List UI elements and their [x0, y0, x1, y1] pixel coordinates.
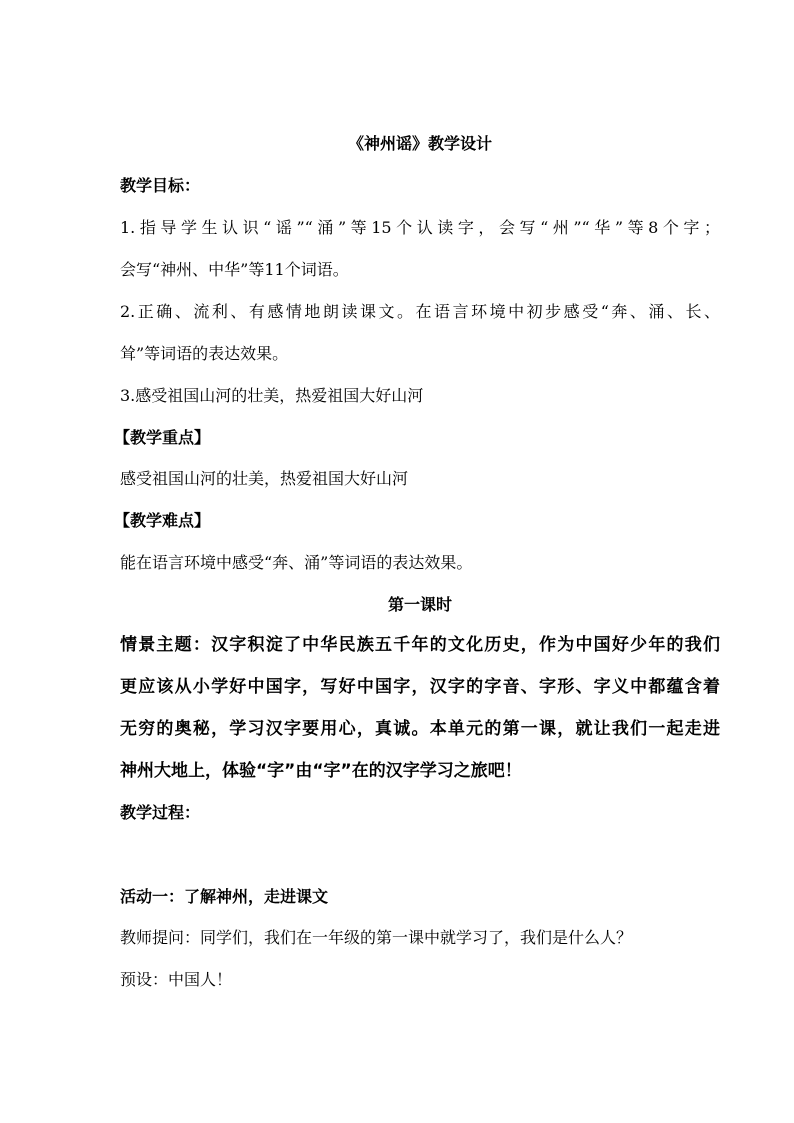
goal-1-line-1: 1.指导学生认识“谣”“涌”等15个认读字，会写“州”“华”等8个字；: [120, 218, 720, 237]
goal-1-line-2: 会写“神州、中华”等11个词语。: [120, 260, 349, 279]
goal-2-line-2: 耸”等词语的表达效果。: [120, 344, 289, 363]
document-title: 《神州谣》教学设计: [347, 134, 492, 153]
key-points-heading: 【教学重点】: [114, 428, 211, 447]
goal-2-line-1: 2.正确、流利、有感情地朗读课文。在语言环境中初步感受“奔、涌、长、: [120, 302, 720, 321]
process-heading: 教学过程：: [120, 803, 201, 822]
preset-answer: 预设：中国人！: [120, 970, 233, 989]
lesson-heading: 第一课时: [387, 595, 452, 614]
goals-heading: 教学目标：: [120, 176, 201, 195]
theme-line-3: 无穷的奥秘，学习汉字要用心，真诚。本单元的第一课，就让我们一起走进: [120, 719, 720, 739]
key-points-text: 感受祖国山河的壮美，热爱祖国大好山河: [120, 469, 409, 488]
theme-line-1: 情景主题：汉字积淀了中华民族五千年的文化历史，作为中国好少年的我们: [120, 635, 720, 655]
difficulty-text: 能在语言环境中感受“奔、涌”等词语的表达效果。: [120, 553, 473, 572]
difficulty-heading: 【教学难点】: [114, 511, 211, 530]
theme-line-4: 神州大地上，体验“字”由“字”在的汉字学习之旅吧！: [120, 761, 522, 781]
theme-line-2: 更应该从小学好中国字，写好中国字，汉字的字音、字形、字义中都蕴含着: [120, 677, 720, 697]
goal-3: 3.感受祖国山河的壮美，热爱祖国大好山河: [120, 386, 424, 405]
activity-1-heading: 活动一：了解神州，走进课文: [120, 887, 329, 906]
teacher-question: 教师提问：同学们，我们在一年级的第一课中就学习了，我们是什么人？: [120, 928, 633, 947]
